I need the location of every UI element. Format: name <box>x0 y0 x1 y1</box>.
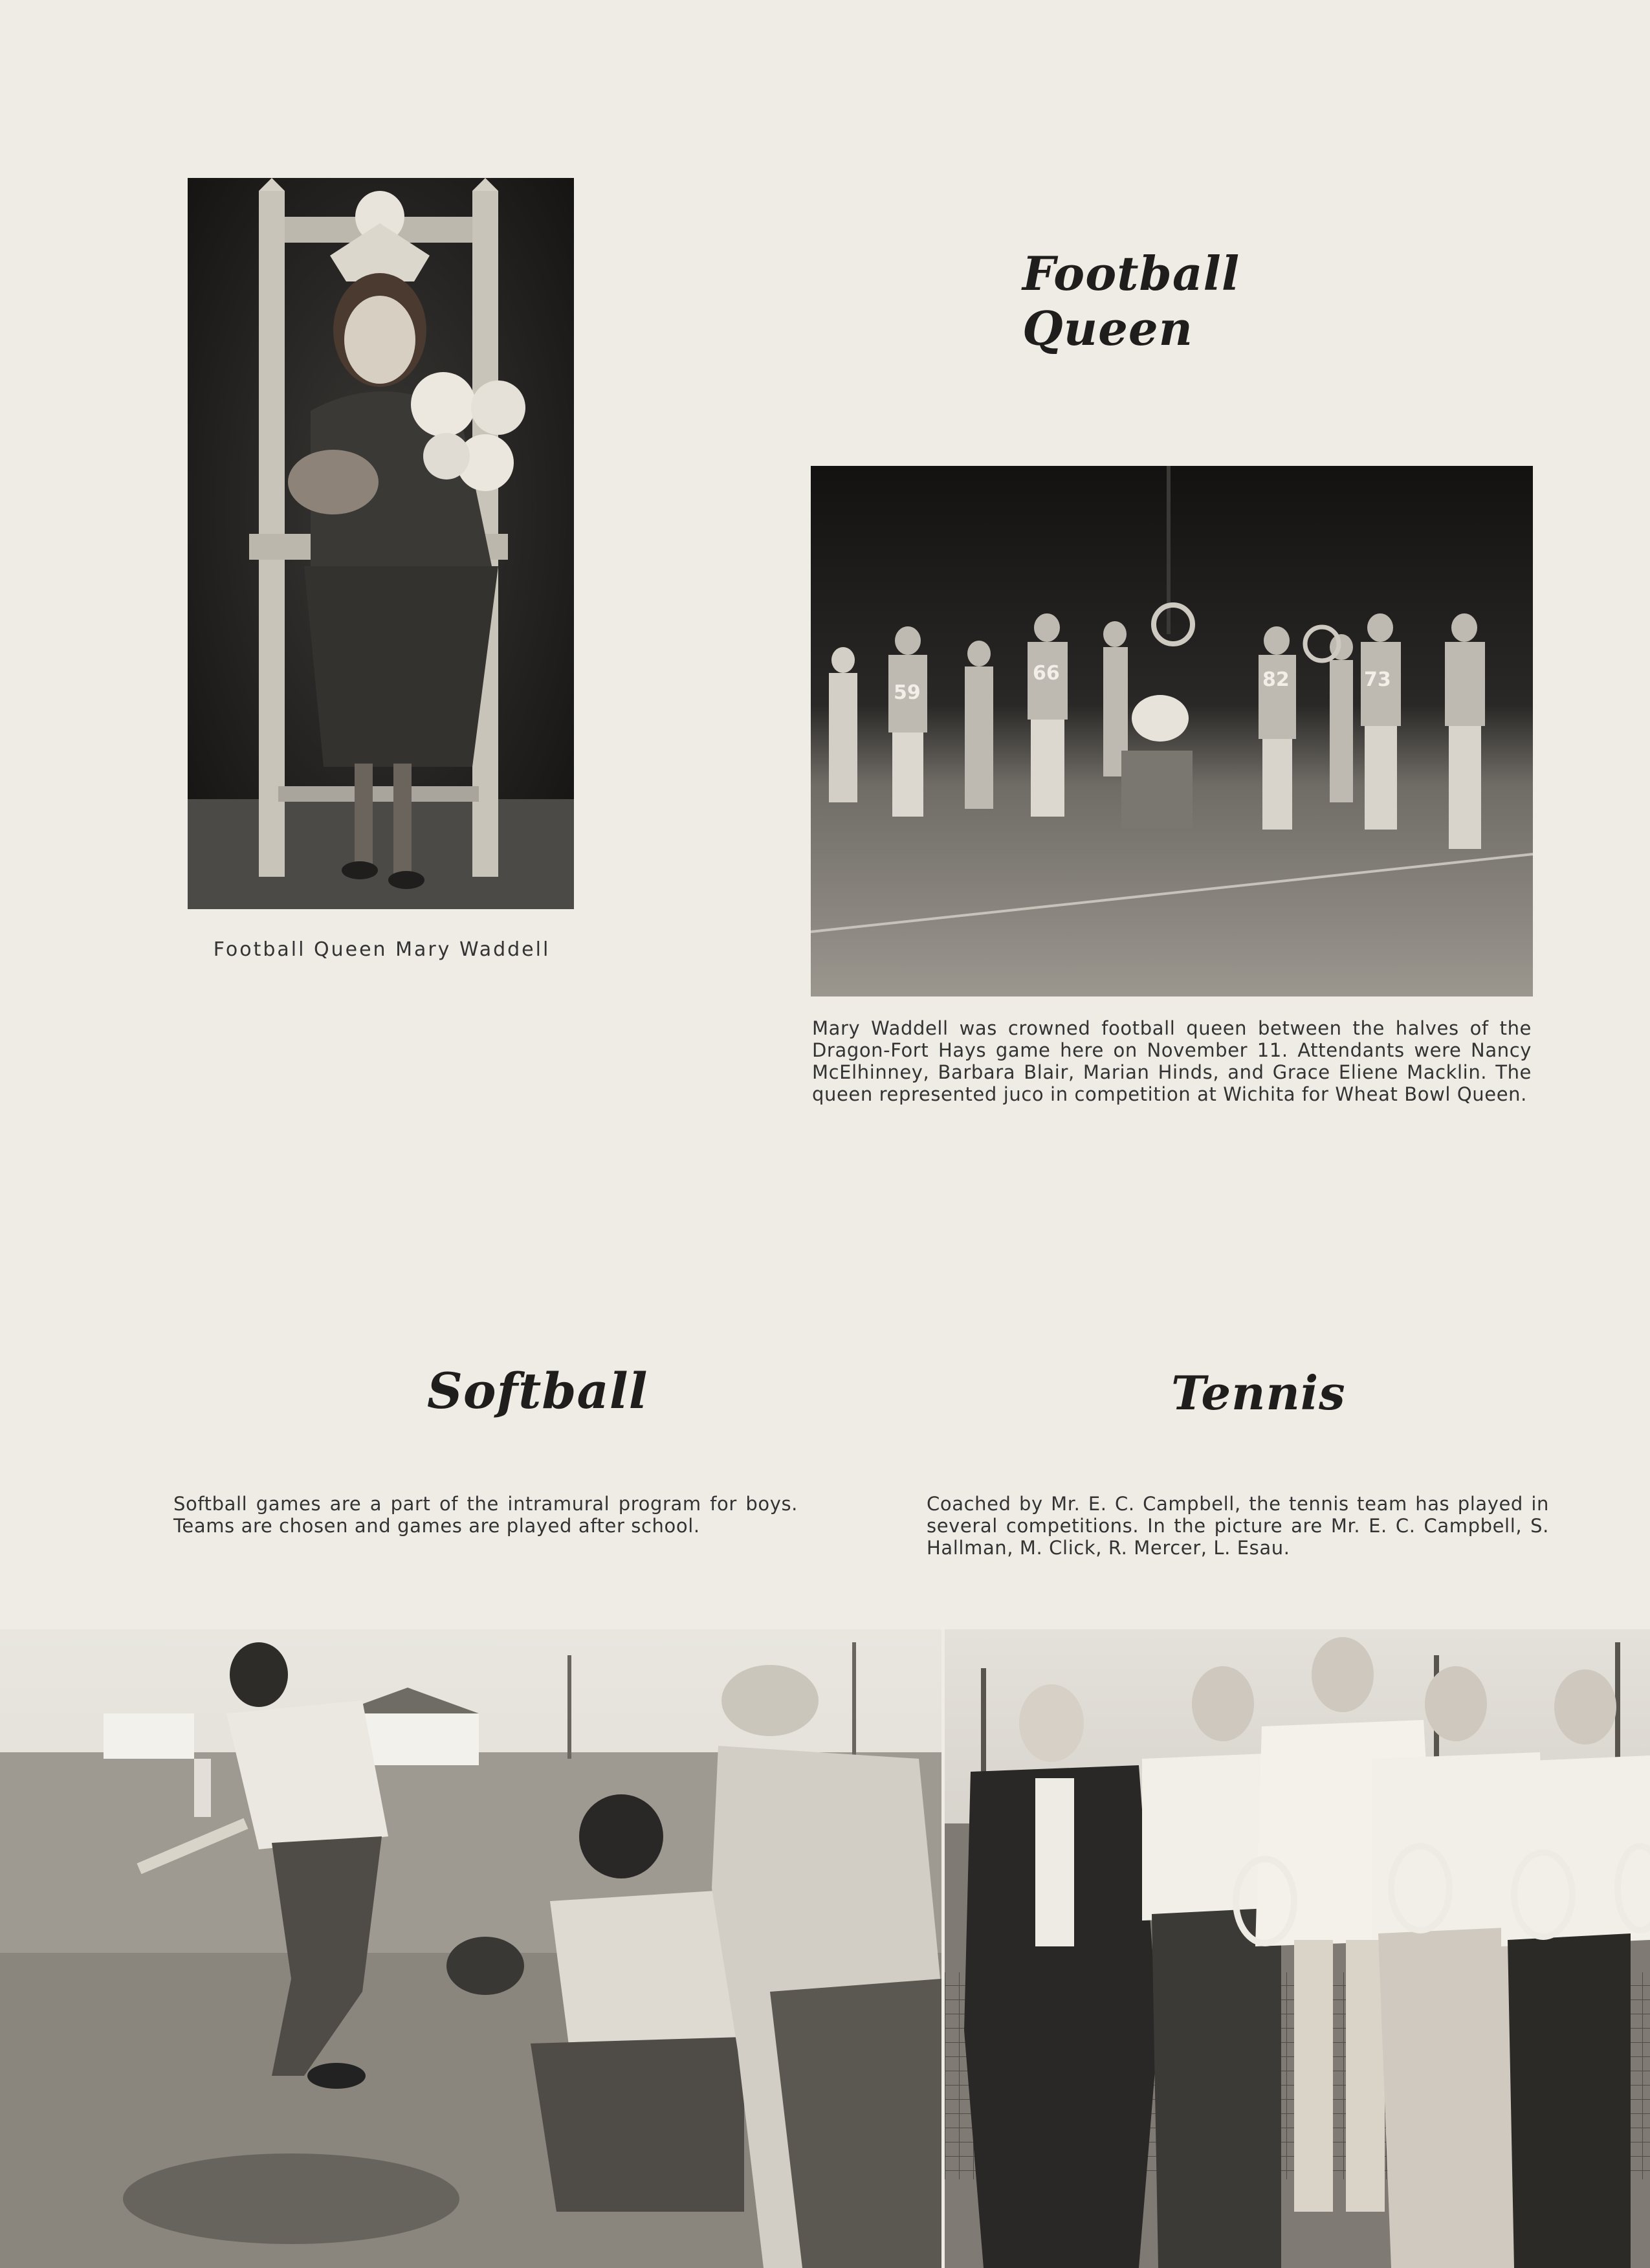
jersey-number: 59 <box>894 681 921 704</box>
softball-description: Softball games are a part of the intramural program for boys. Teams are chosen and games are played after school. <box>173 1493 798 1537</box>
football-queen-title: Football Queen <box>1022 246 1240 356</box>
softball-title: Softball <box>427 1362 648 1420</box>
jersey-number: 82 <box>1262 668 1290 691</box>
coronation-photo <box>811 466 1533 996</box>
tennis-title: Tennis <box>1171 1365 1346 1420</box>
tennis-photo <box>945 1629 1650 2268</box>
football-queen-description: Mary Waddell was crowned football queen between the halves of the Dragon-Fort Hays game here on November 11. Attendants were Nancy McElhinney, Barbara Blair, Marian Hinds, and Grace Eliene Macklin. The queen represented juco in competition at Wichita for Wheat Bowl Queen. <box>812 1017 1532 1105</box>
queen-portrait-photo <box>188 178 574 909</box>
softball-photo <box>0 1629 941 2268</box>
tennis-description: Coached by Mr. E. C. Campbell, the tennis team has played in several competitions. In the picture are Mr. E. C. Campbell, S. Hallman, M. Click, R. Mercer, L. Esau. <box>927 1493 1549 1559</box>
queen-portrait-caption: Football Queen Mary Waddell <box>213 938 551 961</box>
jersey-number: 73 <box>1364 668 1391 691</box>
jersey-number: 66 <box>1033 662 1060 685</box>
